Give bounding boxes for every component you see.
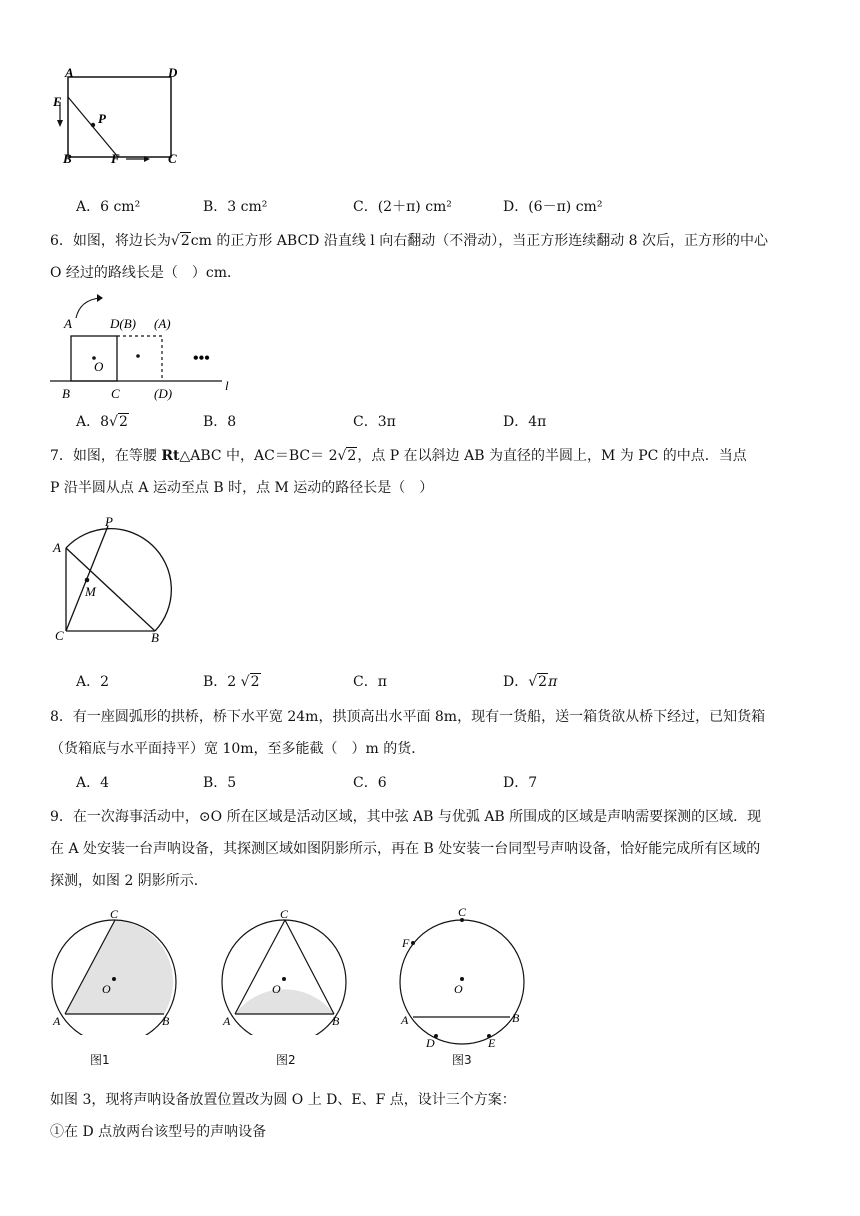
label-E: E <box>488 1036 496 1050</box>
label-O: O <box>102 982 111 996</box>
label-E: E <box>53 94 62 109</box>
label-C: C <box>280 907 289 921</box>
q9-line-3: 探测，如图 2 阴影所示． <box>50 873 208 889</box>
label-P: P <box>105 514 113 529</box>
q9-figure-2 <box>218 905 350 1035</box>
label-O: O <box>272 982 281 996</box>
q7-line-1: 7．如图，在等腰 Rt△ABC 中，AC＝BC＝ 2√2，点 P 在以斜边 AB 为直径的半圆上，M 为 PC 的中点．当点 <box>50 448 747 464</box>
figure-caption-1: 图1 <box>90 1053 110 1067</box>
sqrt-symbol: √2 <box>109 414 128 430</box>
q5-option-d: D．(6－π) cm² <box>503 199 603 215</box>
q8-option-b: B．5 <box>203 775 237 791</box>
label-A: A <box>401 1013 409 1027</box>
label-B: B <box>332 1014 340 1028</box>
q5-figure <box>48 62 188 172</box>
label-F: F <box>402 936 410 950</box>
q6-option-a: A．8√2 <box>76 414 128 430</box>
label-B: B <box>151 630 159 645</box>
sqrt-symbol: √2 <box>240 674 260 690</box>
label-D: D <box>426 1036 435 1050</box>
figure-caption-2: 图2 <box>276 1053 296 1067</box>
q6-line-1 <box>50 230 768 250</box>
label-A: A <box>223 1014 231 1028</box>
q5-option-c: C．(2＋π) cm² <box>353 199 452 215</box>
label-F: F <box>111 151 120 166</box>
q7-line-2: P 沿半圆从点 A 运动至点 B 时，点 M 运动的路径长是（ ） <box>50 480 434 496</box>
q6-line-2: O 经过的路线长是（ ）cm． <box>50 265 242 281</box>
q9-line-4: 如图 3，现将声呐设备放置位置改为圆 O 上 D、E、F 点，设计三个方案： <box>50 1092 516 1108</box>
q9-figure-3 <box>392 905 532 1050</box>
label-A: A <box>64 316 72 331</box>
q7-option-a: A．2 <box>76 674 110 690</box>
q9-line-5: ①在 D 点放两台该型号的声呐设备 <box>50 1124 267 1140</box>
label-A: A <box>53 1014 61 1028</box>
q7-option-b: B．2 √2 <box>203 674 260 690</box>
q8-option-a: A．4 <box>76 775 110 791</box>
q8-option-c: C．6 <box>353 775 387 791</box>
label-A: A <box>65 65 74 80</box>
figure-caption-3: 图3 <box>452 1053 472 1067</box>
ellipsis-dots: ••• <box>193 350 210 367</box>
label-C: C <box>168 151 177 166</box>
label-O: O <box>94 359 104 374</box>
label-DB: D(B) <box>110 316 136 331</box>
label-D: D <box>168 65 178 80</box>
label-P: P <box>98 111 106 126</box>
q8-line-2: （货箱底与水平面持平）宽 10m，至多能截（ ）m 的货． <box>50 741 426 757</box>
q5-option-b: B．3 cm² <box>203 199 268 215</box>
q7-figure <box>48 512 178 647</box>
q6-option-b: B．8 <box>203 414 237 430</box>
label-O: O <box>454 982 463 996</box>
q6-text-b: cm 的正方形 ABCD 沿直线 l 向右翻动（不滑动），当正方形连续翻动 8 次后，正方形的中心 <box>190 233 769 249</box>
q9-line-1: 9．在一次海事活动中，⊙O 所在区域是活动区域，其中弦 AB 与优弧 AB 所围成的区域是声呐需要探测的区域．现 <box>50 809 762 825</box>
q7-option-d: D．√2π <box>503 674 558 690</box>
q6-option-d: D．4π <box>503 414 547 430</box>
sqrt-symbol: √2 <box>528 674 548 690</box>
label-A2: (A) <box>154 316 171 331</box>
q6-text-a: 6．如图，将边长为 <box>50 233 171 249</box>
q9-line-2: 在 A 处安装一台声呐设备，其探测区域如图阴影所示，再在 B 处安装一台同型号声呐设备，恰好能完成所有区域的 <box>50 841 761 857</box>
label-C: C <box>111 386 120 401</box>
label-C: C <box>458 905 467 919</box>
q8-option-d: D．7 <box>503 775 538 791</box>
sqrt-symbol: √2 <box>170 233 190 249</box>
q7-option-c: C．π <box>353 674 387 690</box>
label-B: B <box>62 386 70 401</box>
label-A: A <box>53 540 61 555</box>
sqrt-symbol: √2 <box>337 448 357 464</box>
label-C: C <box>110 907 119 921</box>
label-C: C <box>55 628 64 643</box>
q5-option-a: A．6 cm² <box>76 199 141 215</box>
label-B: B <box>63 151 72 166</box>
q9-figure-1 <box>48 905 180 1035</box>
q6-option-c: C．3π <box>353 414 396 430</box>
label-B: B <box>512 1011 520 1025</box>
q6-figure <box>48 290 248 402</box>
label-M: M <box>85 584 96 599</box>
label-l: l <box>225 378 229 393</box>
label-B: B <box>162 1014 170 1028</box>
q8-line-1: 8．有一座圆弧形的拱桥，桥下水平宽 24m，拱顶高出水平面 8m，现有一货船，送一箱货欲从桥下经过，已知货箱 <box>50 709 766 725</box>
label-D2: (D) <box>154 386 173 401</box>
